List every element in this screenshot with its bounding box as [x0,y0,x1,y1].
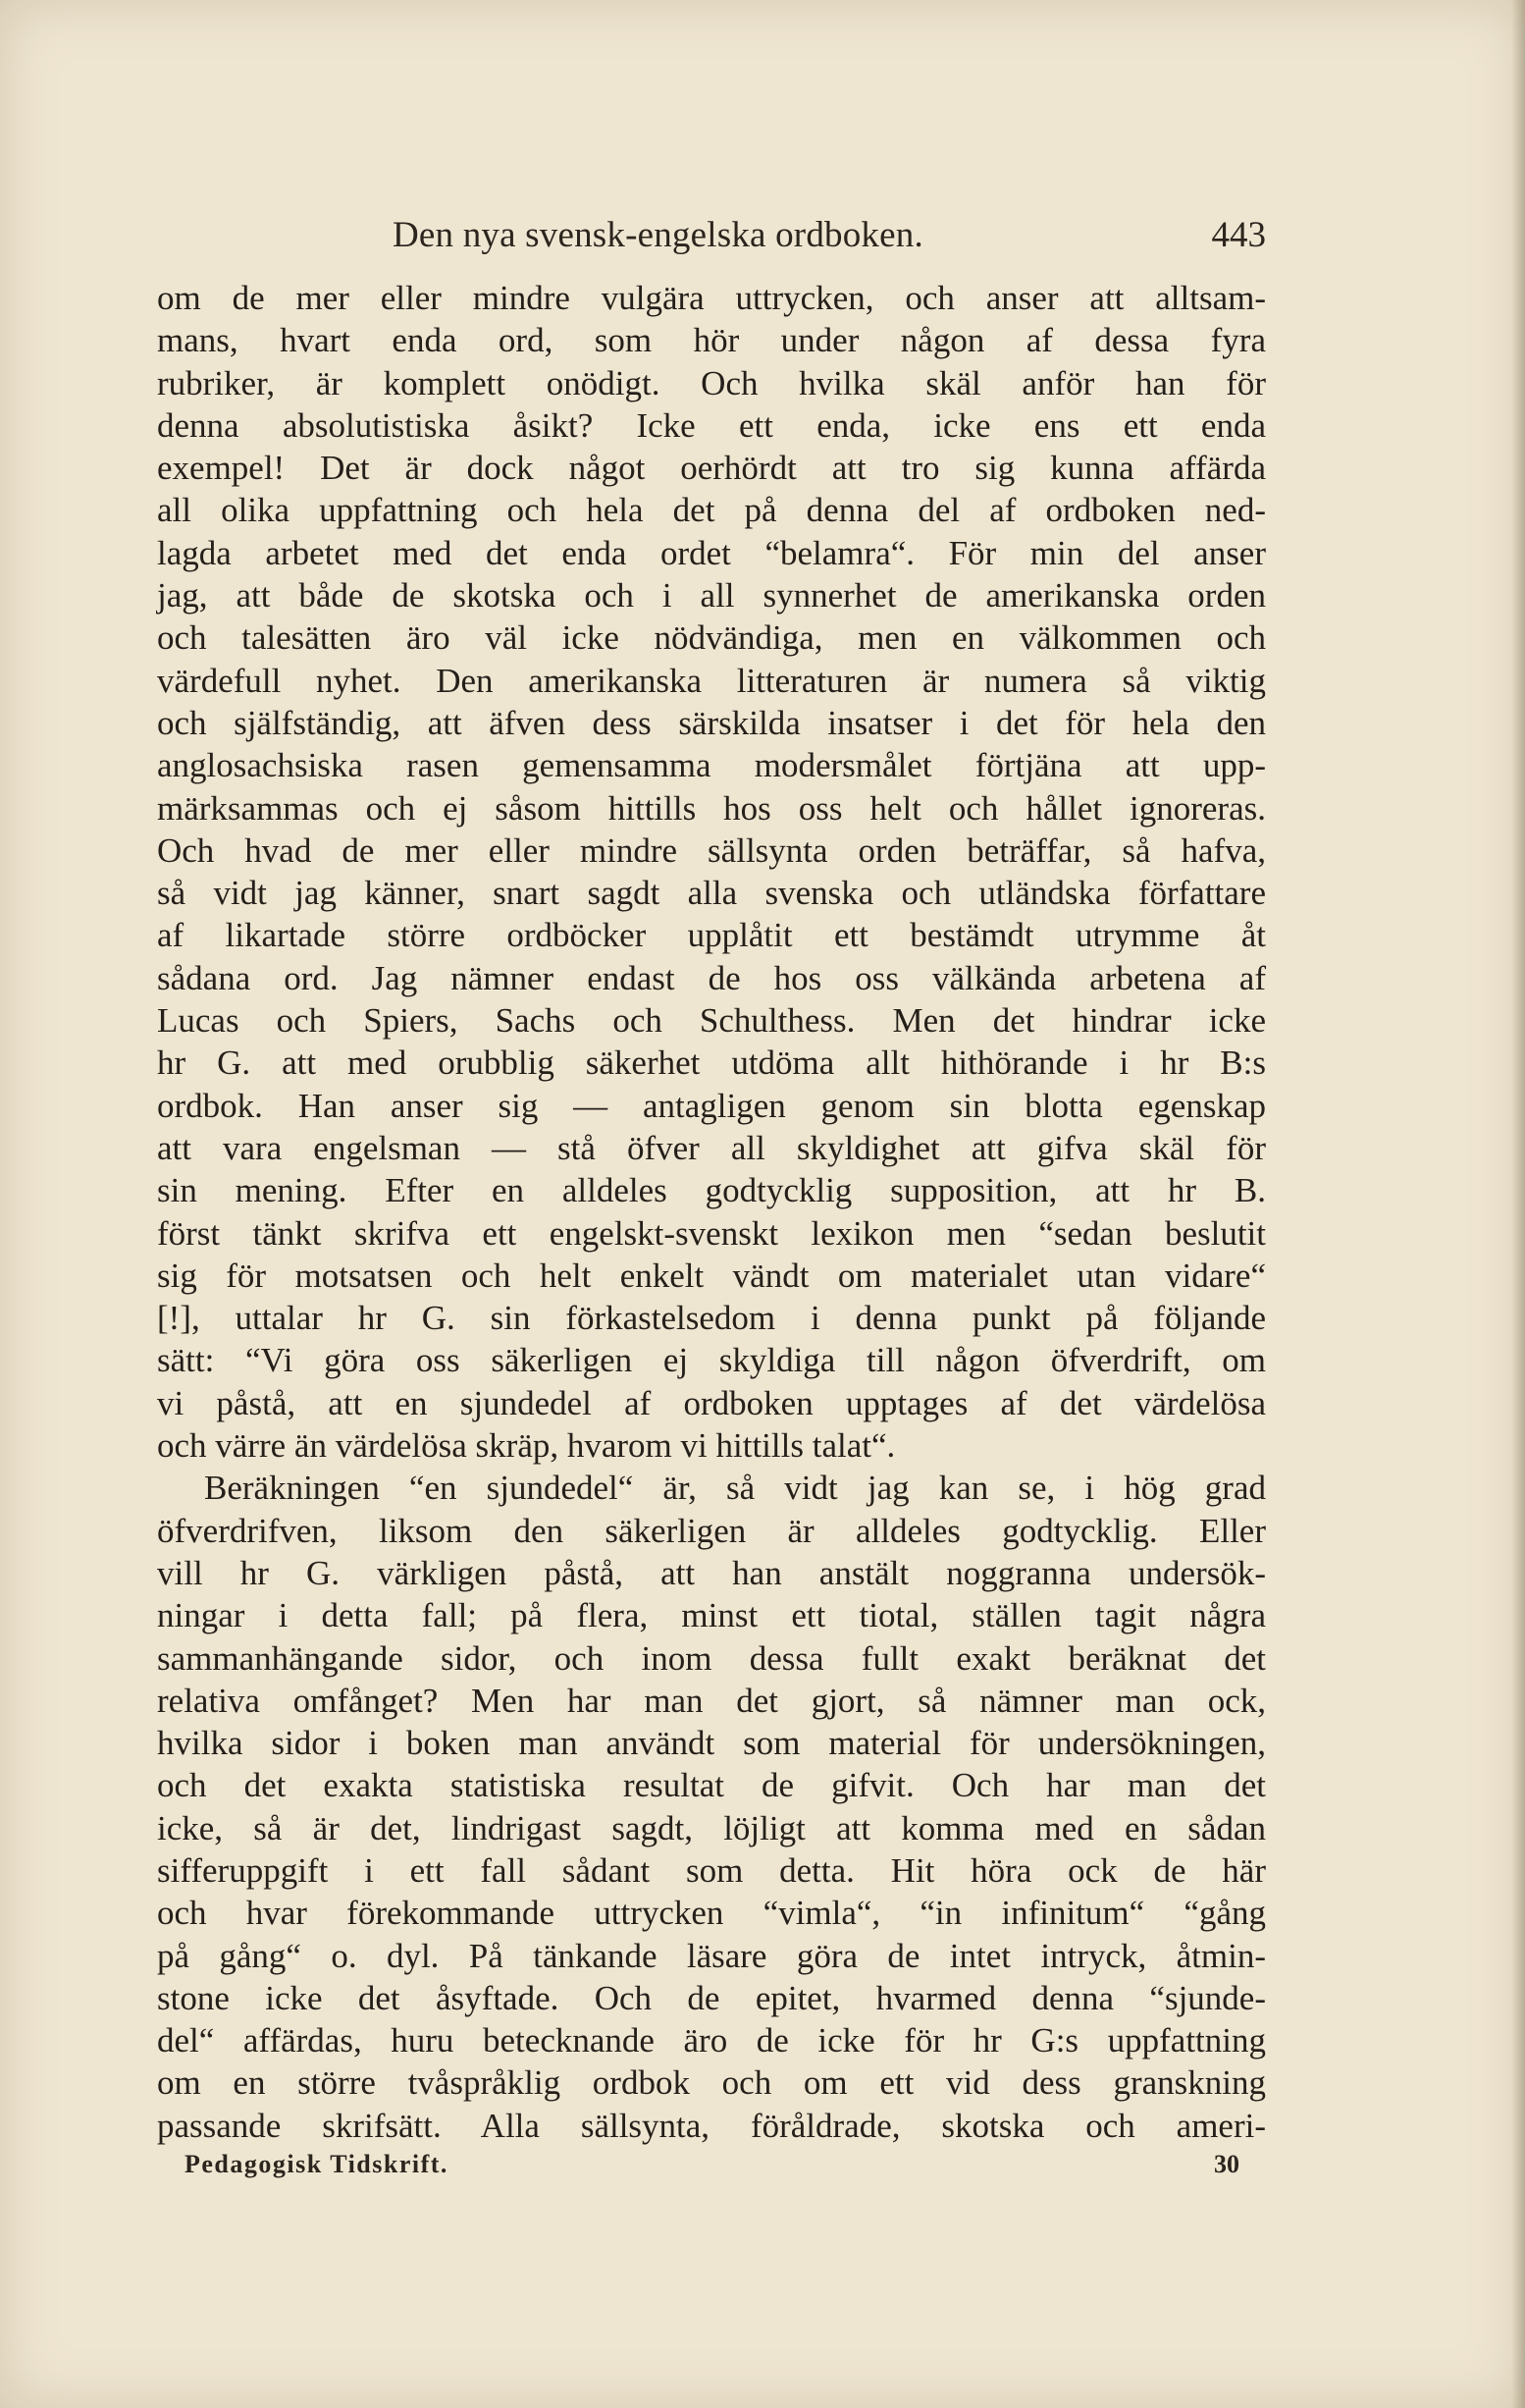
page-number: 443 [1211,215,1266,255]
text-line: relativa omfånget? Men har man det gjort, så nämner man ock, [157,1681,1266,1720]
text-line: hvilka sidor i boken man användt som material för undersökningen, [157,1724,1266,1763]
text-line: denna absolutistiska åsikt? Icke ett enda, icke ens ett enda [157,405,1266,445]
text-line: [!], uttalar hr G. sin förkastelsedom i denna punkt på följande [157,1299,1266,1338]
text-line: exempel! Det är dock något oerhördt att tro sig kunna affärda [157,449,1266,488]
text-line: så vidt jag känner, snart sagdt alla svenska och utländska författare [157,874,1266,913]
text-line: Lucas och Spiers, Sachs och Schulthess. Men det hindrar icke [157,1001,1266,1041]
text-line: och talesätten äro väl icke nödvändiga, men en välkommen och [157,618,1266,658]
text-line: öfverdrifven, liksom den säkerligen är alldeles godtycklig. Eller [157,1511,1266,1550]
text-line: stone icke det åsyftade. Och de epitet, hvarmed denna “sjunde- [157,1978,1266,2017]
text-line: sätt: “Vi göra oss säkerligen ej skyldiga till någon öfverdrift, om [157,1341,1266,1380]
text-line: sammanhängande sidor, och inom dessa fullt exakt beräknat det [157,1638,1266,1678]
journal-name: Pedagogisk Tidskrift. [184,2150,448,2178]
body-text [157,277,1266,2147]
text-line: om en större tvåspråklig ordbok och om ett vid dess granskning [157,2063,1266,2103]
text-line: om de mer eller mindre vulgära uttrycken, och anser att alltsam- [157,279,1266,317]
text-line: vi påstå, att en sjundedel af ordboken upptages af det värdelösa [157,1383,1266,1422]
text-line: icke, så är det, lindrigast sagdt, löjligt att komma med en sådan [157,1808,1266,1847]
text-line: och själfständig, att äfven dess särskilda insatser i det för hela den [157,703,1266,742]
running-head [157,214,1266,273]
text-line: på gång“ o. dyl. På tänkande läsare göra de intet intryck, åtmin- [157,1936,1266,1975]
text-line: af likartade större ordböcker upplåtit ett bestämdt utrymme åt [157,916,1266,955]
footer [184,2150,1239,2189]
text-line: del“ affärdas, huru betecknande äro de icke för hr G:s uppfattning [157,2021,1266,2060]
text-line: och det exakta statistiska resultat de gifvit. Och har man det [157,1766,1266,1805]
text-line: sig för motsatsen och helt enkelt vändt om materialet utan vidare“ [157,1256,1266,1295]
text-line: och hvar förekommande uttrycken “vimla“, “in infinitum“ “gång [157,1894,1266,1933]
text-line: att vara engelsman — stå öfver all skyldighet att gifva skäl för [157,1128,1266,1167]
text-line: sin mening. Efter en alldeles godtycklig supposition, att hr B. [157,1171,1266,1210]
text-line: sådana ord. Jag nämner endast de hos oss välkända arbetena af [157,958,1266,997]
text-line: värdefull nyhet. Den amerikanska litteraturen är numera så viktig [157,661,1266,700]
text-line: lagda arbetet med det enda ordet “belamra“. För min del anser [157,533,1266,572]
text-line: sifferuppgift i ett fall sådant som detta. Hit höra ock de här [157,1850,1266,1890]
text-line: och värre än värdelösa skräp, hvarom vi hittills talat“. [157,1426,896,1466]
running-title: Den nya svensk-engelska ordboken. [393,215,923,255]
signature-mark: 30 [1214,2150,1239,2178]
text-line: anglosachsiska rasen gemensamma modersmålet förtjäna att upp- [157,746,1266,785]
text-line: all olika uppfattning och hela det på denna del af ordboken ned- [157,491,1266,530]
text-line: Och hvad de mer eller mindre sällsynta orden beträffar, så hafva, [157,830,1266,870]
text-line: vill hr G. värkligen påstå, att han anstält noggranna undersök- [157,1553,1266,1592]
text-line: först tänkt skrifva ett engelskt-svenskt lexikon men “sedan beslutit [157,1213,1266,1253]
text-line: hr G. att med orubblig säkerhet utdöma allt hithörande i hr B:s [157,1043,1266,1083]
text-line: ningar i detta fall; på flera, minst ett tiotal, ställen tagit några [157,1596,1266,1635]
text-line: rubriker, är komplett onödigt. Och hvilka skäl anför han för [157,363,1266,402]
text-line: Beräkningen “en sjundedel“ är, så vidt jag kan se, i hög grad [204,1469,1266,1508]
text-line: jag, att både de skotska och i all synnerhet de amerikanska orden [157,576,1266,615]
text-line: passande skrifsätt. Alla sällsynta, föråldrade, skotska och ameri- [157,2106,1266,2145]
text-line: märksammas och ej såsom hittills hos oss helt och hållet ignoreras. [157,788,1266,828]
text-line: ordbok. Han anser sig — antagligen genom sin blotta egenskap [157,1086,1266,1125]
text-line: mans, hvart enda ord, som hör under någon af dessa fyra [157,321,1266,360]
